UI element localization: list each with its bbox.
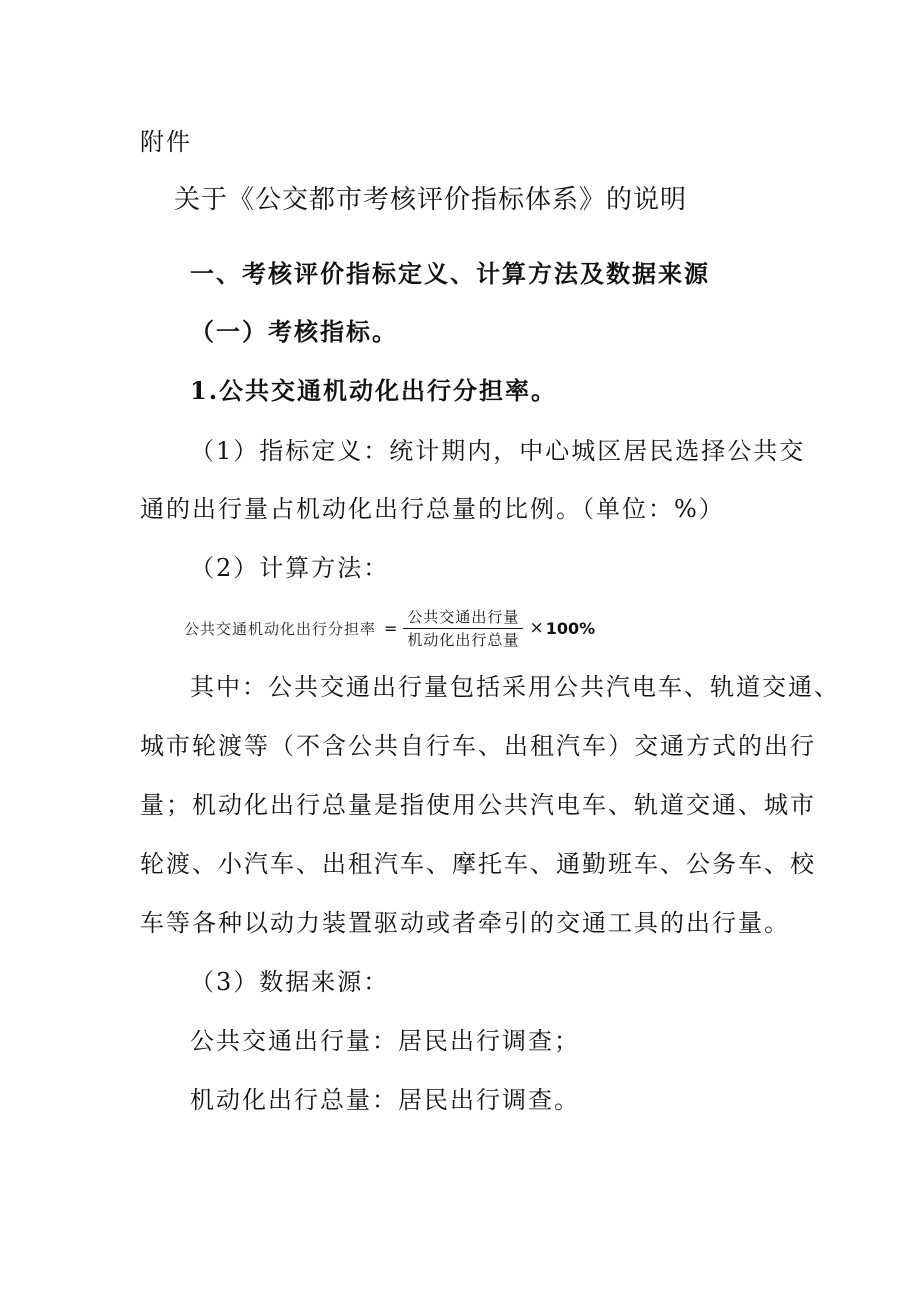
subsection-heading: （一）考核指标。 [190, 317, 398, 346]
formula-equals: = [384, 618, 398, 638]
section-heading: 一、考核评价指标定义、计算方法及数据来源 [190, 259, 710, 288]
formula-numerator: 公共交通出行量 [407, 607, 520, 626]
definition-line-1: （1）指标定义：统计期内，中心城区居民选择公共交 [190, 437, 806, 465]
note-line: 城市轮渡等（不含公共自行车、出租汽车）交通方式的出行 [140, 732, 816, 760]
note-line: 其中：公共交通出行量包括采用公共汽电车、轨道交通、 [190, 673, 840, 701]
attachment-label: 附件 [140, 128, 192, 156]
document-title: 关于《公交都市考核评价指标体系》的说明 [174, 185, 688, 215]
formula-fraction [403, 606, 523, 651]
source-label: （3）数据来源： [190, 968, 390, 996]
formula [184, 600, 595, 656]
formula-lhs: 公共交通机动化出行分担率 [184, 619, 377, 638]
formula-denominator: 机动化出行总量 [407, 630, 520, 649]
note-line: 车等各种以动力装置驱动或者牵引的交通工具的出行量。 [140, 909, 790, 937]
source-line-1: 公共交通出行量：居民出行调查； [190, 1027, 580, 1055]
item-heading: 1.公共交通机动化出行分担率。 [190, 376, 558, 405]
note-line: 量；机动化出行总量是指使用公共汽电车、轨道交通、城市 [140, 791, 816, 819]
formula-percent: 100% [545, 618, 596, 638]
note-line: 轮渡、小汽车、出租汽车、摩托车、通勤班车、公务车、校 [140, 850, 816, 878]
source-line-2: 机动化出行总量：居民出行调查。 [190, 1086, 580, 1114]
method-label: （2）计算方法： [190, 554, 390, 582]
definition-line-2: 通的出行量占机动化出行总量的比例。（单位：%） [140, 495, 725, 523]
formula-times: × [529, 618, 544, 638]
